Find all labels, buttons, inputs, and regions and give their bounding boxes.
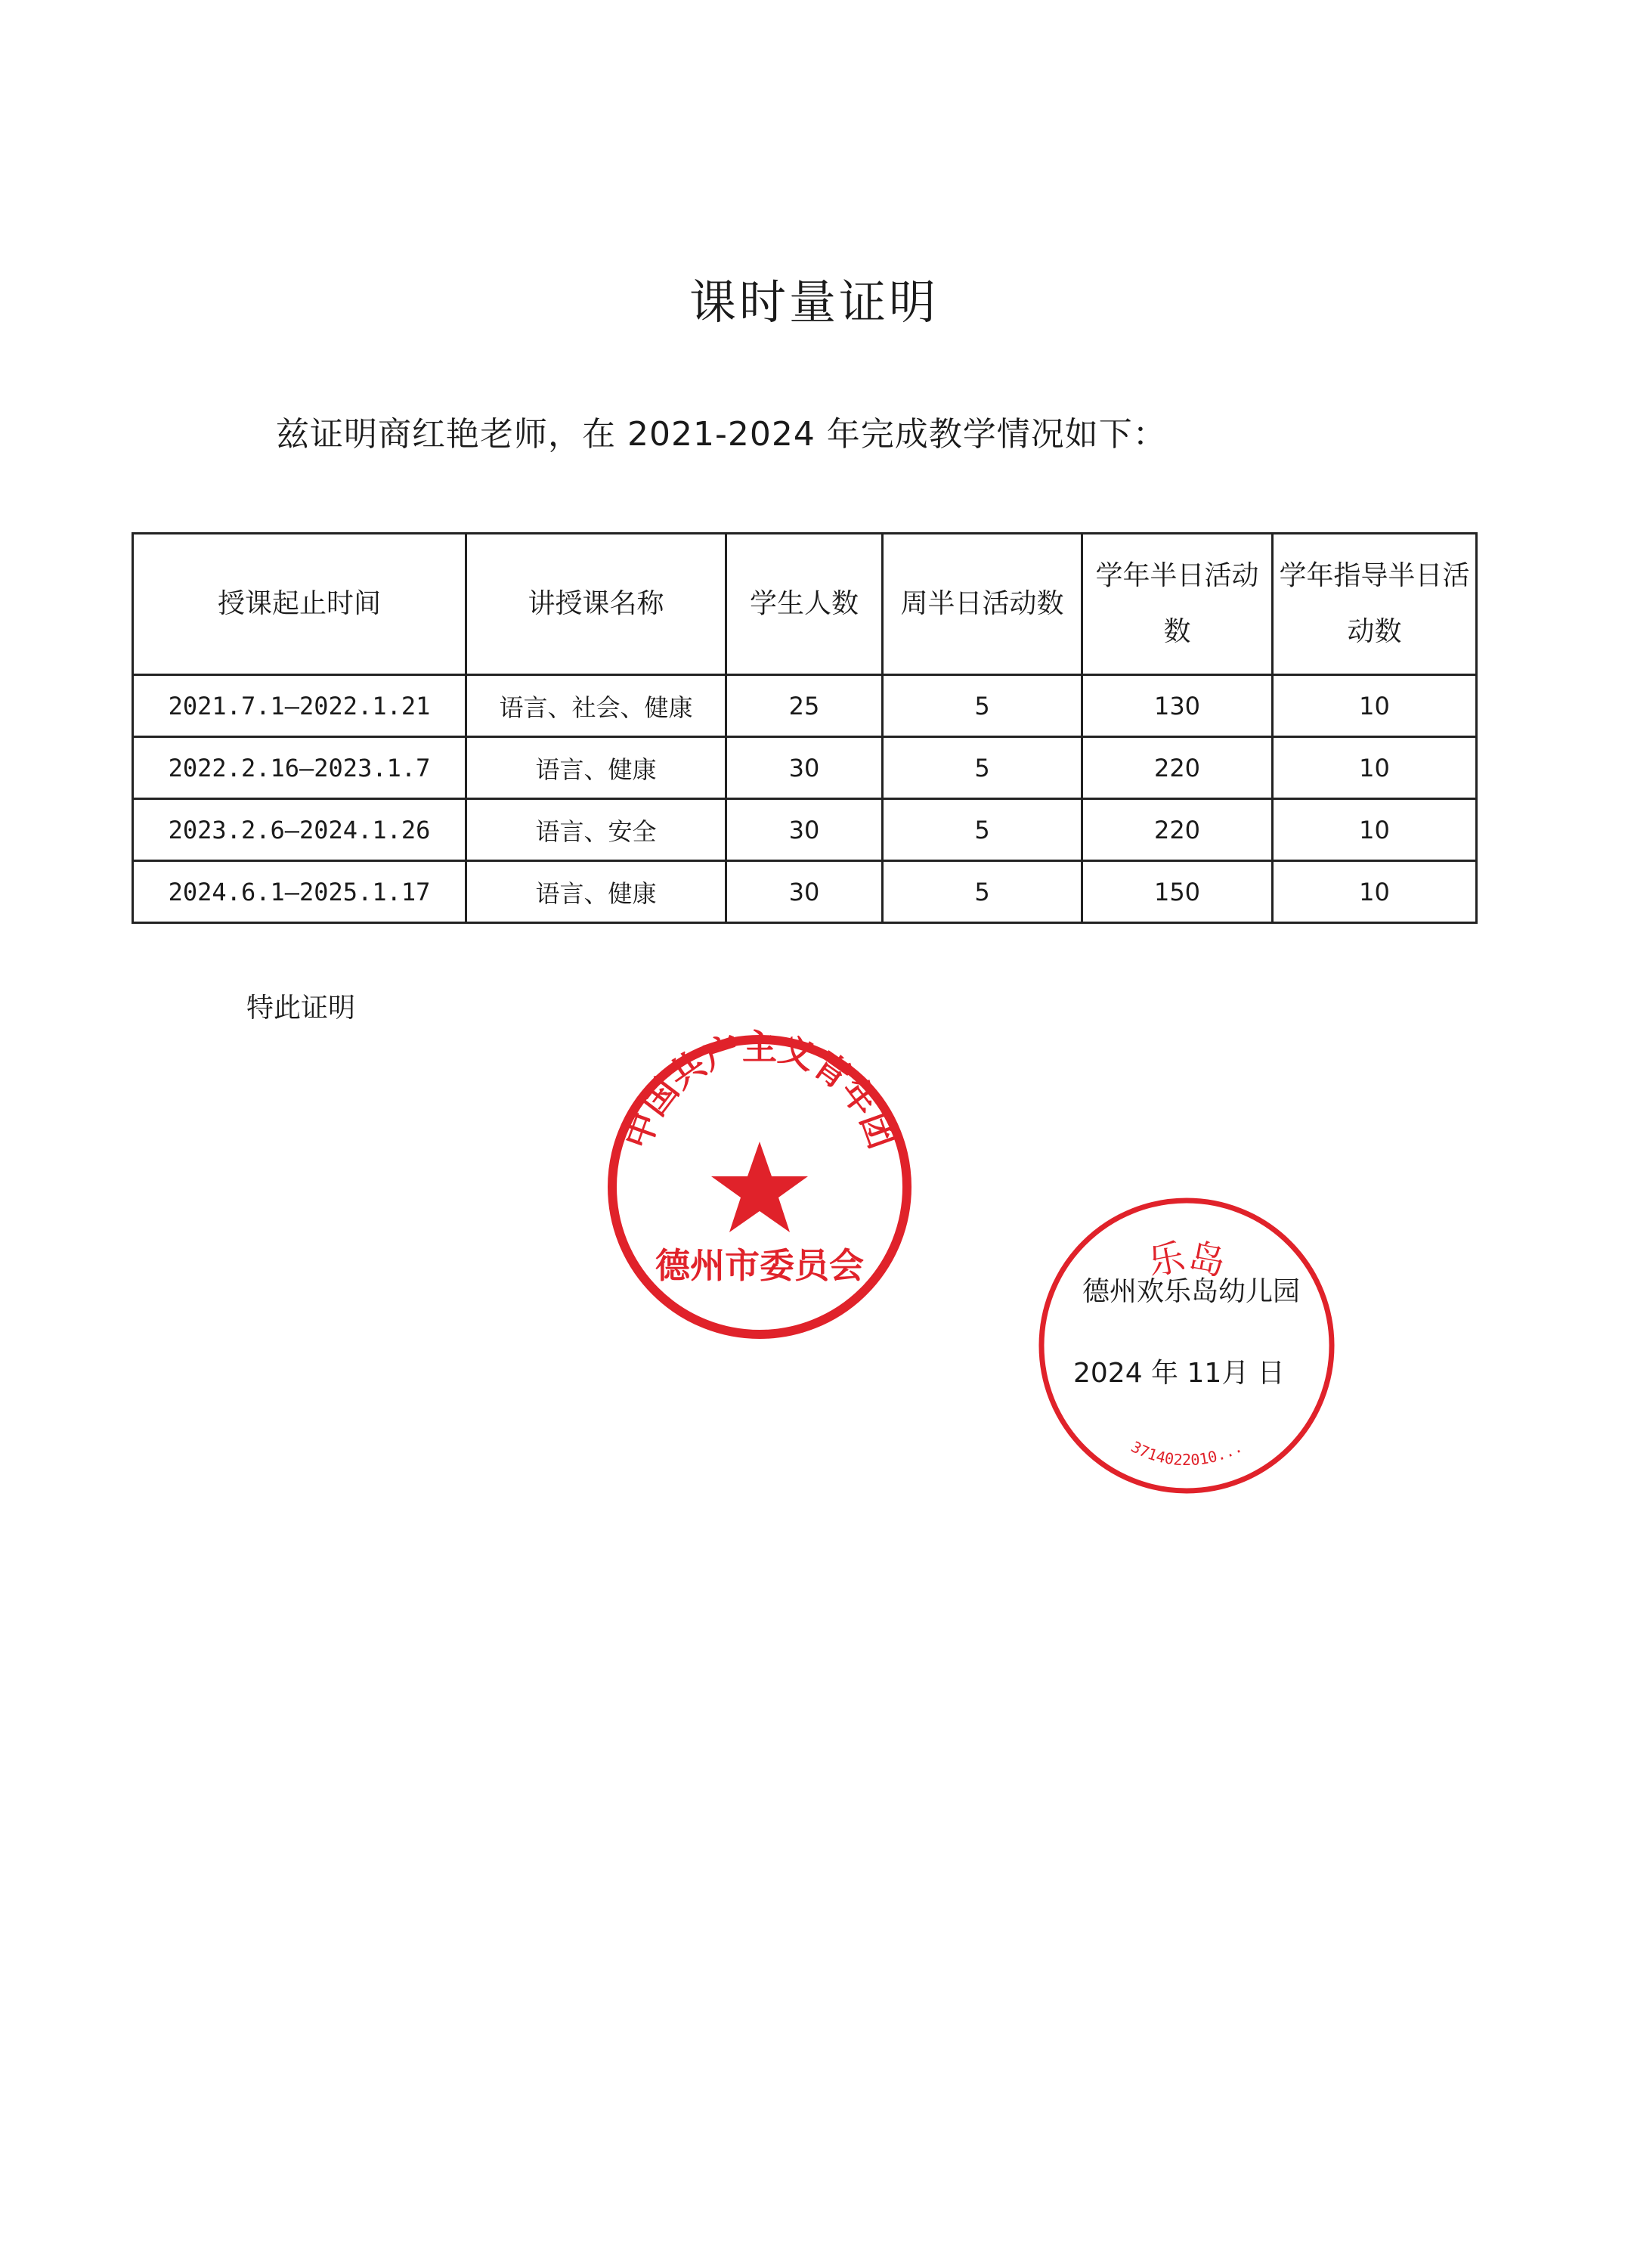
cell-course-name: 语言、安全 bbox=[466, 799, 726, 861]
cell-weekly-activities: 5 bbox=[883, 799, 1082, 861]
cell-period: 2023.2.6—2024.1.26 bbox=[133, 799, 466, 861]
header-student-count: 学生人数 bbox=[726, 534, 883, 675]
document-title: 课时量证明 bbox=[689, 274, 939, 330]
issuing-organization: 德州欢乐岛幼儿园 bbox=[1082, 1276, 1301, 1307]
seal-serial-number: 3714022010... bbox=[1128, 1437, 1246, 1470]
table-row bbox=[133, 861, 1477, 923]
cell-yearly-guided-activities: 10 bbox=[1273, 675, 1477, 737]
header-period: 授课起止时间 bbox=[133, 534, 466, 675]
cell-student-count: 25 bbox=[726, 675, 883, 737]
kindergarten-seal bbox=[1028, 1187, 1345, 1504]
seal-top-text: 中国共产主义青年团 bbox=[616, 1028, 903, 1154]
cell-student-count: 30 bbox=[726, 799, 883, 861]
cell-period: 2022.2.16—2023.1.7 bbox=[133, 737, 466, 799]
cell-weekly-activities: 5 bbox=[883, 737, 1082, 799]
header-weekly-activities: 周半日活动数 bbox=[883, 534, 1082, 675]
intro-statement: 兹证明商红艳老师，在 2021-2024 年完成教学情况如下： bbox=[276, 415, 1167, 454]
table-row bbox=[133, 799, 1477, 861]
cell-yearly-activities: 220 bbox=[1082, 737, 1273, 799]
cell-yearly-activities: 150 bbox=[1082, 861, 1273, 923]
seal-top-text: 乐岛 bbox=[1144, 1235, 1229, 1284]
cell-student-count: 30 bbox=[726, 861, 883, 923]
cell-course-name: 语言、社会、健康 bbox=[466, 675, 726, 737]
cell-period: 2024.6.1—2025.1.17 bbox=[133, 861, 466, 923]
header-course-name: 讲授课名称 bbox=[466, 534, 726, 675]
cell-yearly-guided-activities: 10 bbox=[1273, 861, 1477, 923]
cell-student-count: 30 bbox=[726, 737, 883, 799]
cell-weekly-activities: 5 bbox=[883, 861, 1082, 923]
seal-ring bbox=[1041, 1201, 1332, 1491]
table-header-row bbox=[133, 534, 1477, 675]
cell-yearly-activities: 130 bbox=[1082, 675, 1273, 737]
teaching-hours-table bbox=[132, 532, 1478, 924]
cell-course-name: 语言、健康 bbox=[466, 861, 726, 923]
cell-yearly-guided-activities: 10 bbox=[1273, 799, 1477, 861]
signature-date: 2024 年 11月 日 bbox=[1073, 1358, 1285, 1389]
cell-yearly-activities: 220 bbox=[1082, 799, 1273, 861]
closing-statement: 特此证明 bbox=[246, 993, 356, 1024]
cell-period: 2021.7.1—2022.1.21 bbox=[133, 675, 466, 737]
youth-league-seal bbox=[601, 1028, 918, 1346]
header-yearly-guided-activities: 学年指导半日活动数 bbox=[1273, 534, 1477, 675]
table-row bbox=[133, 675, 1477, 737]
table-row bbox=[133, 737, 1477, 799]
header-yearly-activities: 学年半日活动数 bbox=[1082, 534, 1273, 675]
cell-weekly-activities: 5 bbox=[883, 675, 1082, 737]
star-icon bbox=[711, 1142, 808, 1232]
seal-bottom-text: 德州市委员会 bbox=[655, 1245, 864, 1286]
cell-yearly-guided-activities: 10 bbox=[1273, 737, 1477, 799]
cell-course-name: 语言、健康 bbox=[466, 737, 726, 799]
